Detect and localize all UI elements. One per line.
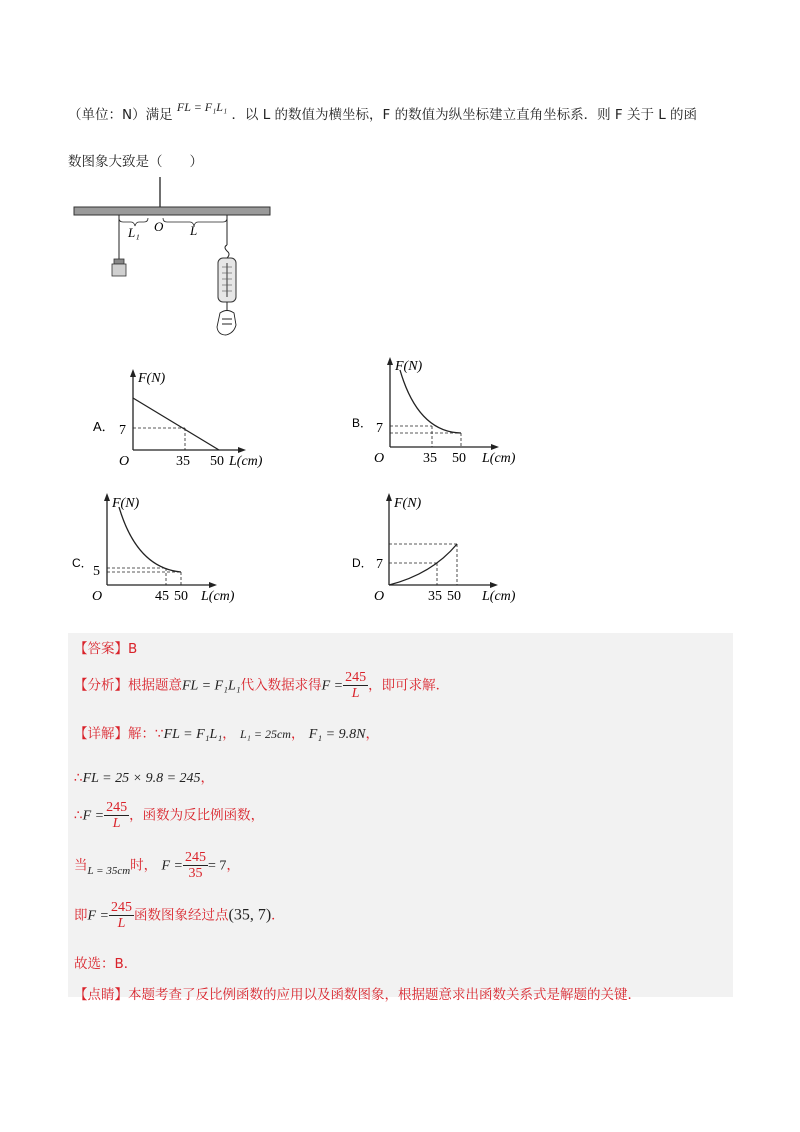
analysis-formula: FL = F₁L₁	[182, 678, 241, 694]
choose-line: 故选：B．	[74, 956, 138, 972]
option-b-x-axis-label: L(cm)	[482, 451, 516, 466]
step-2-text: ，函数为反比例函数，	[129, 807, 265, 824]
option-a-x-tick-1: 35	[176, 454, 190, 469]
option-c-x-tick-2: 50	[174, 589, 188, 604]
option-b-letter: B．	[352, 416, 373, 430]
hand-icon	[217, 311, 236, 336]
step-3-line: 当$_{L = 35cm}$时， F = $\frac{245}{35}$ = 7，	[74, 850, 240, 881]
option-d-y-axis-label: F(N)	[394, 496, 422, 511]
option-d-graph	[352, 493, 516, 604]
option-c-y-tick: 5	[93, 564, 100, 579]
detail-label: 【详解】解：∵	[74, 726, 164, 742]
option-c-curve	[119, 507, 181, 572]
option-d-origin: O	[374, 589, 385, 604]
formula-fl: FL = F₁L₁	[176, 100, 228, 114]
analysis-f: F =	[321, 678, 344, 694]
step-1-line: ∴FL = 25 × 9.8 = 245，	[74, 770, 215, 786]
analysis-mid: 代入数据求得	[240, 677, 322, 694]
unit-prefix: （单位：N）满足	[68, 107, 173, 123]
option-a-letter: A．	[93, 419, 115, 434]
step-4-fraction: $\frac{245}{L}$	[111, 900, 132, 931]
spring-balance	[218, 258, 236, 302]
option-a-y-tick: 7	[119, 423, 126, 438]
option-a-origin: O	[119, 454, 130, 469]
option-c-x-tick-1: 45	[155, 589, 169, 604]
option-d-x-tick-1: 35	[428, 589, 442, 604]
option-b-graph	[352, 357, 516, 466]
step-1-formula: FL = 25 × 9.8 = 245	[82, 771, 201, 786]
option-d-x-axis-label: L(cm)	[482, 589, 516, 604]
step-2-fraction: $\frac{245}{L}$	[106, 800, 128, 831]
detail-formula-1: FL = F₁L₁	[163, 727, 223, 742]
option-b-x-tick-2: 50	[452, 451, 466, 466]
balance-hook	[225, 245, 229, 258]
option-b-y-axis-label: F(N)	[395, 359, 423, 374]
lever-bar	[74, 207, 270, 215]
lever-apparatus-diagram	[70, 175, 280, 340]
analysis-line	[74, 670, 449, 701]
analysis-end: ，即可求解．	[368, 677, 450, 694]
option-b-origin: O	[374, 451, 385, 466]
step-2-line: ∴F = $\frac{245}{L}$ ，函数为反比例函数，	[74, 800, 265, 831]
option-a-graph	[93, 369, 263, 469]
option-d-y-tick: 7	[376, 557, 383, 572]
option-a-curve	[133, 398, 219, 450]
comment-line: 【点睛】本题考查了反比例函数的应用以及函数图象，根据题意求出函数关系式是解题的关键．	[74, 987, 641, 1003]
option-a-x-tick-2: 50	[210, 454, 224, 469]
option-a-x-axis-label: L(cm)	[229, 454, 263, 469]
option-b-x-tick-1: 35	[423, 451, 437, 466]
hanging-weight	[112, 259, 126, 276]
label-l1: L₁	[128, 225, 140, 240]
option-c-letter: C．	[72, 556, 93, 570]
question-line-2: 数图象大致是（ ）	[68, 154, 203, 170]
option-d-curve	[389, 544, 457, 585]
option-c-x-axis-label: L(cm)	[201, 589, 235, 604]
step-3-fraction: $\frac{245}{35}$	[184, 850, 206, 881]
question-line-1-rest: ．以 L 的数值为横坐标，F 的数值为纵坐标建立直角坐标系．则 F 关于 L 的函	[231, 107, 698, 123]
option-b-curve	[400, 370, 461, 433]
question-line-1	[68, 100, 748, 125]
step-3-formula: L = 35cm	[87, 864, 131, 877]
detail-formula-2: L₁ = 25cm	[240, 727, 291, 741]
analysis-fraction: $\frac{245}{L}$	[345, 670, 367, 701]
graph-options	[0, 355, 800, 615]
option-c-graph	[72, 493, 235, 604]
label-l: L	[190, 223, 198, 238]
label-o: O	[154, 219, 164, 234]
step-4-text: 函数图象经过点	[134, 907, 229, 924]
option-c-origin: O	[92, 589, 103, 604]
answer-line: 【答案】B	[74, 641, 138, 657]
option-b-y-tick: 7	[376, 421, 383, 436]
option-d-letter: D．	[352, 556, 373, 570]
option-a-y-axis-label: F(N)	[138, 371, 166, 386]
detail-line: 【详解】解：∵FL = F₁L₁， L₁ = 25cm， F₁ = 9.8N，	[74, 726, 379, 742]
option-d-x-tick-2: 50	[447, 589, 461, 604]
detail-formula-3: F₁ = 9.8N	[308, 727, 366, 742]
step-4-point: (35, 7)	[228, 906, 272, 924]
step-4-line: 即F = $\frac{245}{L}$ 函数图象经过点(35, 7)．	[74, 900, 285, 931]
analysis-label: 【分析】根据题意	[74, 677, 182, 694]
option-c-y-axis-label: F(N)	[112, 496, 140, 511]
